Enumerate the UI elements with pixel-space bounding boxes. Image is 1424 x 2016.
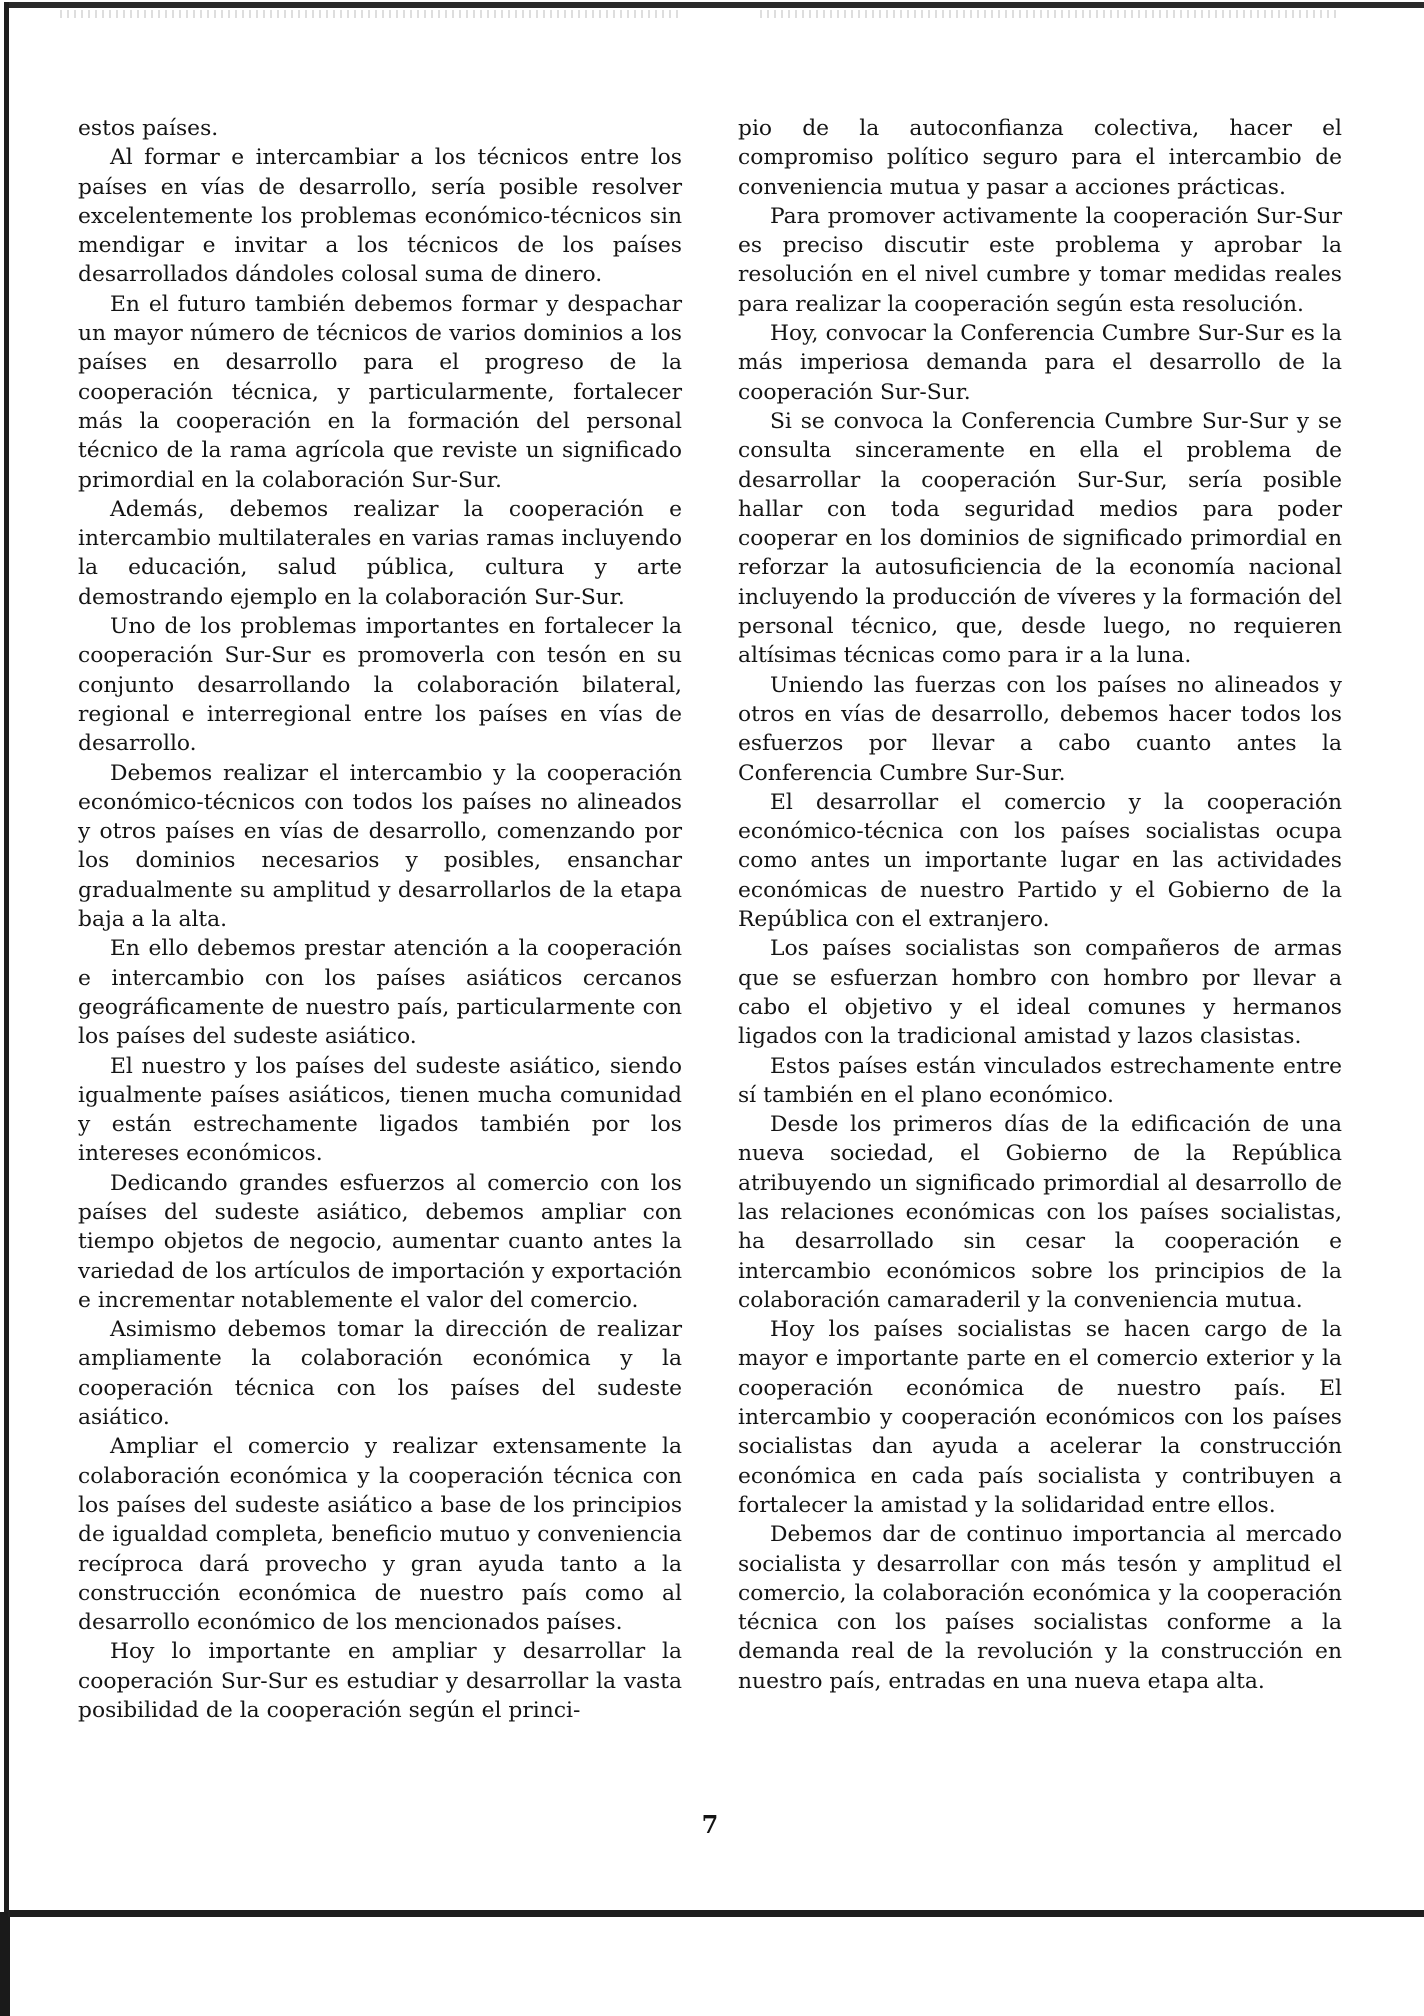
paragraph: Asimismo debemos tomar la dirección de realizar ampliamente la colaboración económica y la cooperación técnica con los países del sudeste asiático.: [78, 1317, 682, 1431]
paragraph: Hoy, convocar la Conferencia Cumbre Sur-Sur es la más imperiosa demanda para el desarrollo de la cooperación Sur-Sur.: [738, 321, 1342, 405]
scan-left-border: [4, 2, 9, 1912]
paragraph: estos países.: [78, 116, 219, 141]
scan-bottom-border: [8, 1910, 1424, 1917]
paragraph: Los países socialistas son compañeros de armas que se esfuerzan hombro con hombro por llevar a cabo el objetivo y el ideal comunes y hermanos ligados con la tradicional amistad y lazos clasistas.: [738, 936, 1342, 1050]
paragraph: En ello debemos prestar atención a la cooperación e intercambio con los países asiáticos cercanos geográficamente de nuestro país, particularmente con los países del sudeste asiático.: [78, 936, 682, 1050]
paragraph: El desarrollar el comercio y la cooperación económico-técnica con los países socialistas ocupa como antes un importante lugar en las actividades económicas de nuestro Partido y el Gobierno de la República con el extranjero.: [738, 789, 1342, 933]
paragraph: Uniendo las fuerzas con los países no alineados y otros en vías de desarrollo, debemos hacer todos los esfuerzos por llevar a cabo cuanto antes la Conferencia Cumbre Sur-Sur.: [738, 672, 1342, 786]
paragraph: Estos países están vinculados estrechamente entre sí también en el plano económico.: [738, 1053, 1342, 1108]
paragraph: Dedicando grandes esfuerzos al comercio con los países del sudeste asiático, debemos ampliar con tiempo objetos de negocio, aumentar cuanto antes la variedad de los artículos de importación y exportación e incrementar notablemente el valor del comercio.: [78, 1170, 682, 1313]
paragraph: Al formar e intercambiar a los técnicos entre los países en vías de desarrollo, sería posible resolver excelentemente los problemas económico-técnicos sin mendigar e invitar a los técnicos de los países desarrollados dándoles colosal suma de dinero.: [78, 145, 682, 288]
paragraph: pio de la autoconfianza colectiva, hacer el compromiso político seguro para el intercambio de conveniencia mutua y pasar a acciones prácticas.: [738, 116, 1342, 200]
scan-top-border: [8, 2, 1424, 8]
scan-noise-top-right: [760, 10, 1340, 18]
paragraph: Debemos realizar el intercambio y la cooperación económico-técnicos con todos los países no alineados y otros países en vías de desarrollo, comenzando por los dominios necesarios y posibles, ensanchar gradualmente su amplitud y desarrollarlos de la etapa baja a la alta.: [78, 760, 682, 933]
paragraph: Además, debemos realizar la cooperación e intercambio multilaterales en varias ramas incluyendo la educación, salud pública, cultura y arte demostrando ejemplo en la colaboración Sur-Sur.: [78, 496, 682, 610]
paragraph: Ampliar el comercio y realizar extensamente la colaboración económica y la cooperación técnica con los países del sudeste asiático a base de los principios de igualdad completa, beneficio mutuo y conveniencia recíproca dará provecho y gran ayuda tanto a la construcción económica de nuestro país como al desarrollo económico de los mencionados países.: [78, 1434, 682, 1636]
paragraph: En el futuro también debemos formar y despachar un mayor número de técnicos de varios dominios a los países en desarrollo para el progreso de la cooperación técnica, y particularmente, fortalecer más la cooperación en la formación del personal técnico de la rama agrícola que reviste un significado primordial en la colaboración Sur-Sur.: [78, 291, 682, 493]
paragraph: Hoy lo importante en ampliar y desarrollar la cooperación Sur-Sur es estudiar y desarrollar la vasta posibilidad de la cooperación según el princi-: [78, 1639, 682, 1724]
paragraph: El nuestro y los países del sudeste asiático, siendo igualmente países asiáticos, tienen mucha comunidad y están estrechamente ligados también por los intereses económicos.: [78, 1053, 682, 1167]
scan-left-border-lower: [0, 1912, 10, 2016]
paragraph: Desde los primeros días de la edificación de una nueva sociedad, el Gobierno de la República atribuyendo un significado primordial al desarrollo de las relaciones económicas con los países socialistas, ha desarrollado sin cesar la cooperación e intercambio económicos sobre los principios de la colaboración camaraderil y la conveniencia mutua.: [738, 1112, 1342, 1313]
left-column: [78, 114, 682, 1725]
paragraph: Si se convoca la Conferencia Cumbre Sur-Sur y se consulta sinceramente en ella el problema de desarrollar la cooperación Sur-Sur, sería posible hallar con toda seguridad medios para poder cooperar en los dominios de significado primordial en reforzar la autosuficiencia de la economía nacional incluyendo la producción de víveres y la formación del personal técnico, que, desde luego, no requieren altísimas técnicas como para ir a la luna.: [738, 408, 1342, 669]
paragraph: Hoy los países socialistas se hacen cargo de la mayor e importante parte en el comercio exterior y la cooperación económica de nuestro país. El intercambio y cooperación económicos con los países socialistas dan ayuda a acelerar la construcción económica en cada país socialista y contribuyen a fortalecer la amistad y la solidaridad entre ellos.: [738, 1317, 1342, 1518]
scan-noise-top-left: [60, 10, 680, 18]
paragraph: Uno de los problemas importantes en fortalecer la cooperación Sur-Sur es promoverla con tesón en su conjunto desarrollando la colaboración bilateral, regional e interregional entre los países en vías de desarrollo.: [78, 614, 682, 757]
paragraph: Para promover activamente la cooperación Sur-Sur es preciso discutir este problema y aprobar la resolución en el nivel cumbre y tomar medidas reales para realizar la cooperación según esta resolución.: [738, 203, 1342, 317]
paragraph: Debemos dar de continuo importancia al mercado socialista y desarrollar con más tesón y amplitud el comercio, la colaboración económica y la cooperación técnica con los países socialistas conforme a la demanda real de la revolución y la construcción en nuestro país, entradas en una nueva etapa alta.: [738, 1522, 1342, 1694]
page-number: 7: [701, 1810, 719, 1839]
right-column: [738, 114, 1342, 1696]
